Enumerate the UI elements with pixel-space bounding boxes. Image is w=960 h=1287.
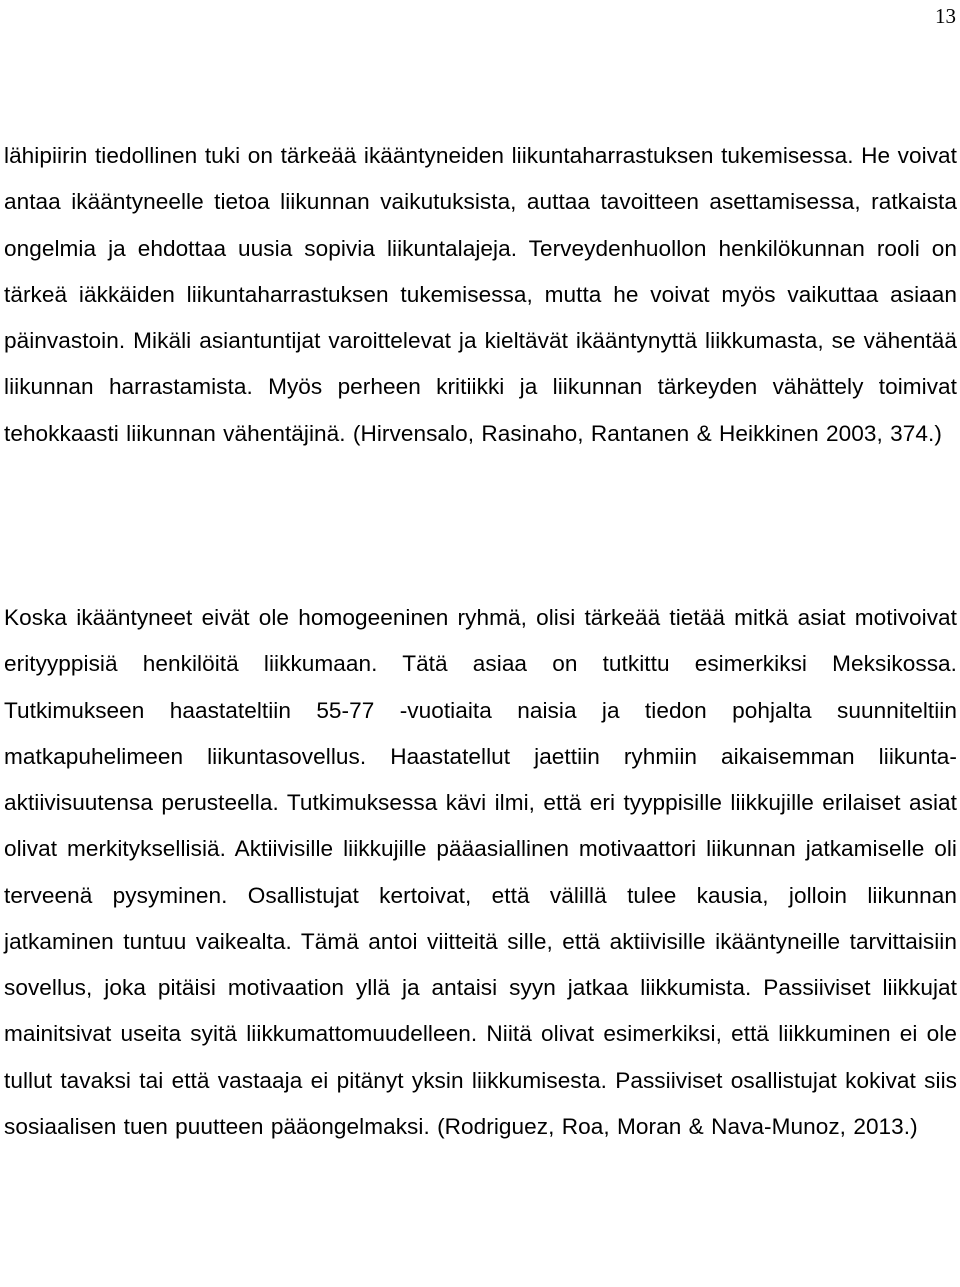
body-paragraph-social-support: lähipiirin tiedollinen tuki on tärkeää ikääntyneiden liikuntaharrastuksen tukemisessa. He voivat antaa ikääntyneelle tietoa liikunnan vaikutuksista, auttaa tavoitteen asettamisessa, ratkaista ongelmia ja ehdottaa uusia sopivia liikuntalajeja. Terveydenhuollon henkilökunnan rooli on tärkeä iäkkäiden liikuntaharrastuksen tukemisessa, mutta he voivat myös vaikuttaa asiaan päinvastoin. Mikäli asiantuntijat varoittelevat ja kieltävät ikääntynyttä liikkumasta, se vähentää liikunnan harrastamista. Myös perheen kritiikki ja liikunnan tärkeyden vähättely toimivat tehokkaasti liikunnan vähentäjinä. (Hirvensalo, Rasinaho, Rantanen & Heikkinen 2003, 374.) bbox=[4, 143, 957, 446]
body-paragraph-motivation-study: Koska ikääntyneet eivät ole homogeeninen ryhmä, olisi tärkeää tietää mitkä asiat motivoivat erityyppisiä henkilöitä liikkumaan. Tätä asiaa on tutkittu esimerkiksi Meksikossa. Tutkimukseen haastateltiin 55-77 -vuotiaita naisia ja tiedon pohjalta suunniteltiin matkapuhelimeen liikuntasovellus. Haastatellut jaettiin ryhmiin aikaisemman liikunta-aktiivisuutensa perusteella. Tutkimuksessa kävi ilmi, että eri tyyppisille liikkujille erilaiset asiat olivat merkityksellisiä. Aktiivisille liikkujille pääasiallinen motivaattori liikunnan jatkamiselle oli terveenä pysyminen. Osallistujat kertoivat, että välillä tulee kausia, jolloin liikunnan jatkaminen tuntuu vaikealta. Tämä antoi viitteitä sille, että aktiivisille ikääntyneille tarvittaisiin sovellus, joka pitäisi motivaation yllä ja antaisi syyn jatkaa liikkumista. Passiiviset liikkujat mainitsivat useita syitä liikkumattomuudelleen. Niitä olivat esimerkiksi, että liikkuminen ei ole tullut tavaksi tai että vastaaja ei pitänyt yksin liikkumisesta. Passiiviset osallistujat kokivat siis sosiaalisen tuen puutteen pääongelmaksi. (Rodriguez, Roa, Moran & Nava-Munoz, 2013.) bbox=[4, 605, 957, 1139]
page-number: 13 bbox=[935, 4, 956, 28]
